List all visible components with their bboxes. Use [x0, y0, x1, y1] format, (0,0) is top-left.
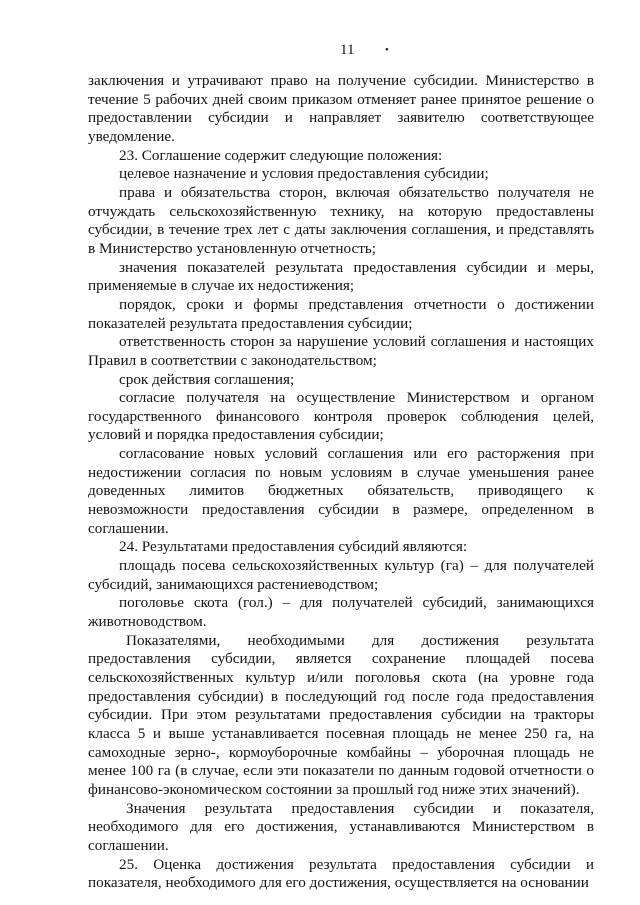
page-header	[0, 40, 640, 60]
stray-mark: •	[385, 44, 389, 56]
page-number: 11	[340, 42, 355, 58]
list-item: поголовье скота (гол.) – для получателей субсидий, занимающихся животноводством.	[88, 594, 594, 631]
list-item: значения показателей результата предоставления субсидии и меры, применяемые в случае их недостижения;	[88, 258, 594, 295]
paragraph: Показателями, необходимыми для достижения результата предоставления субсидии, является сохранение площадей посева сельскохозяйственных культур и/или поголовья скота (на уровне года предоставления субсидии) в последующий год после года предоставления субсидии. При этом результатами предоставления субсидии на тракторы класса 5 и выше устанавливается посевная площадь не менее 250 га, на самоходные зерно-, кормоуборочные комбайны – уборочная площадь не менее 100 га (в случае, если эти показатели по данным годовой отчетности о финансово-экономическом состоянии за прошлый год ниже этих значений).	[88, 631, 594, 798]
list-item: площадь посева сельскохозяйственных культур (га) – для получателей субсидий, занимающихся растениеводством;	[88, 557, 594, 593]
list-item: целевое назначение и условия предоставления субсидии;	[119, 165, 489, 183]
document-body	[88, 72, 594, 893]
clause-25-paragraph: 25. Оценка достижения результата предоставления субсидии и показателя, необходимого для его достижения, осуществляется на основании	[88, 855, 594, 892]
clause-24-heading: 24. Результатами предоставления субсидий являются:	[119, 538, 468, 556]
list-item: согласование новых условий соглашения или его расторжения при недостижении согласия по новым условиям в случае уменьшения ранее доведенных лимитов бюджетных обязательств, приводящего к невозможности предоставления субсидии в размере, определенном в соглашении.	[88, 445, 594, 537]
list-item: порядок, сроки и формы представления отчетности о достижении показателей результата предоставления субсидии;	[88, 295, 594, 332]
list-item: права и обязательства сторон, включая обязательство получателя не отчуждать сельскохозяйственную технику, на которую предоставлены субсидии, в течение трех лет с даты заключения соглашения, и представлять в Министерство установленную отчетность;	[88, 183, 594, 257]
list-item: согласие получателя на осуществление Министерством и органом государственного финансового контроля проверок соблюдения целей, условий и порядка предоставления субсидии;	[88, 389, 594, 444]
paragraph: Значения результата предоставления субсидии и показателя, необходимого для его достижения, устанавливаются Министерством в соглашении.	[88, 799, 594, 854]
list-item: ответственность сторон за нарушение условий соглашения и настоящих Правил в соответствии с законодательством;	[88, 333, 594, 369]
list-item: срок действия соглашения;	[119, 370, 295, 388]
paragraph-continuation: заключения и утрачивают право на получение субсидии. Министерство в течение 5 рабочих дней своим приказом отменяет ранее принятое решение о предоставлении субсидии и направляет заявителю соответствующее уведомление.	[88, 72, 594, 145]
clause-23-heading: 23. Соглашение содержит следующие положения:	[119, 146, 443, 164]
